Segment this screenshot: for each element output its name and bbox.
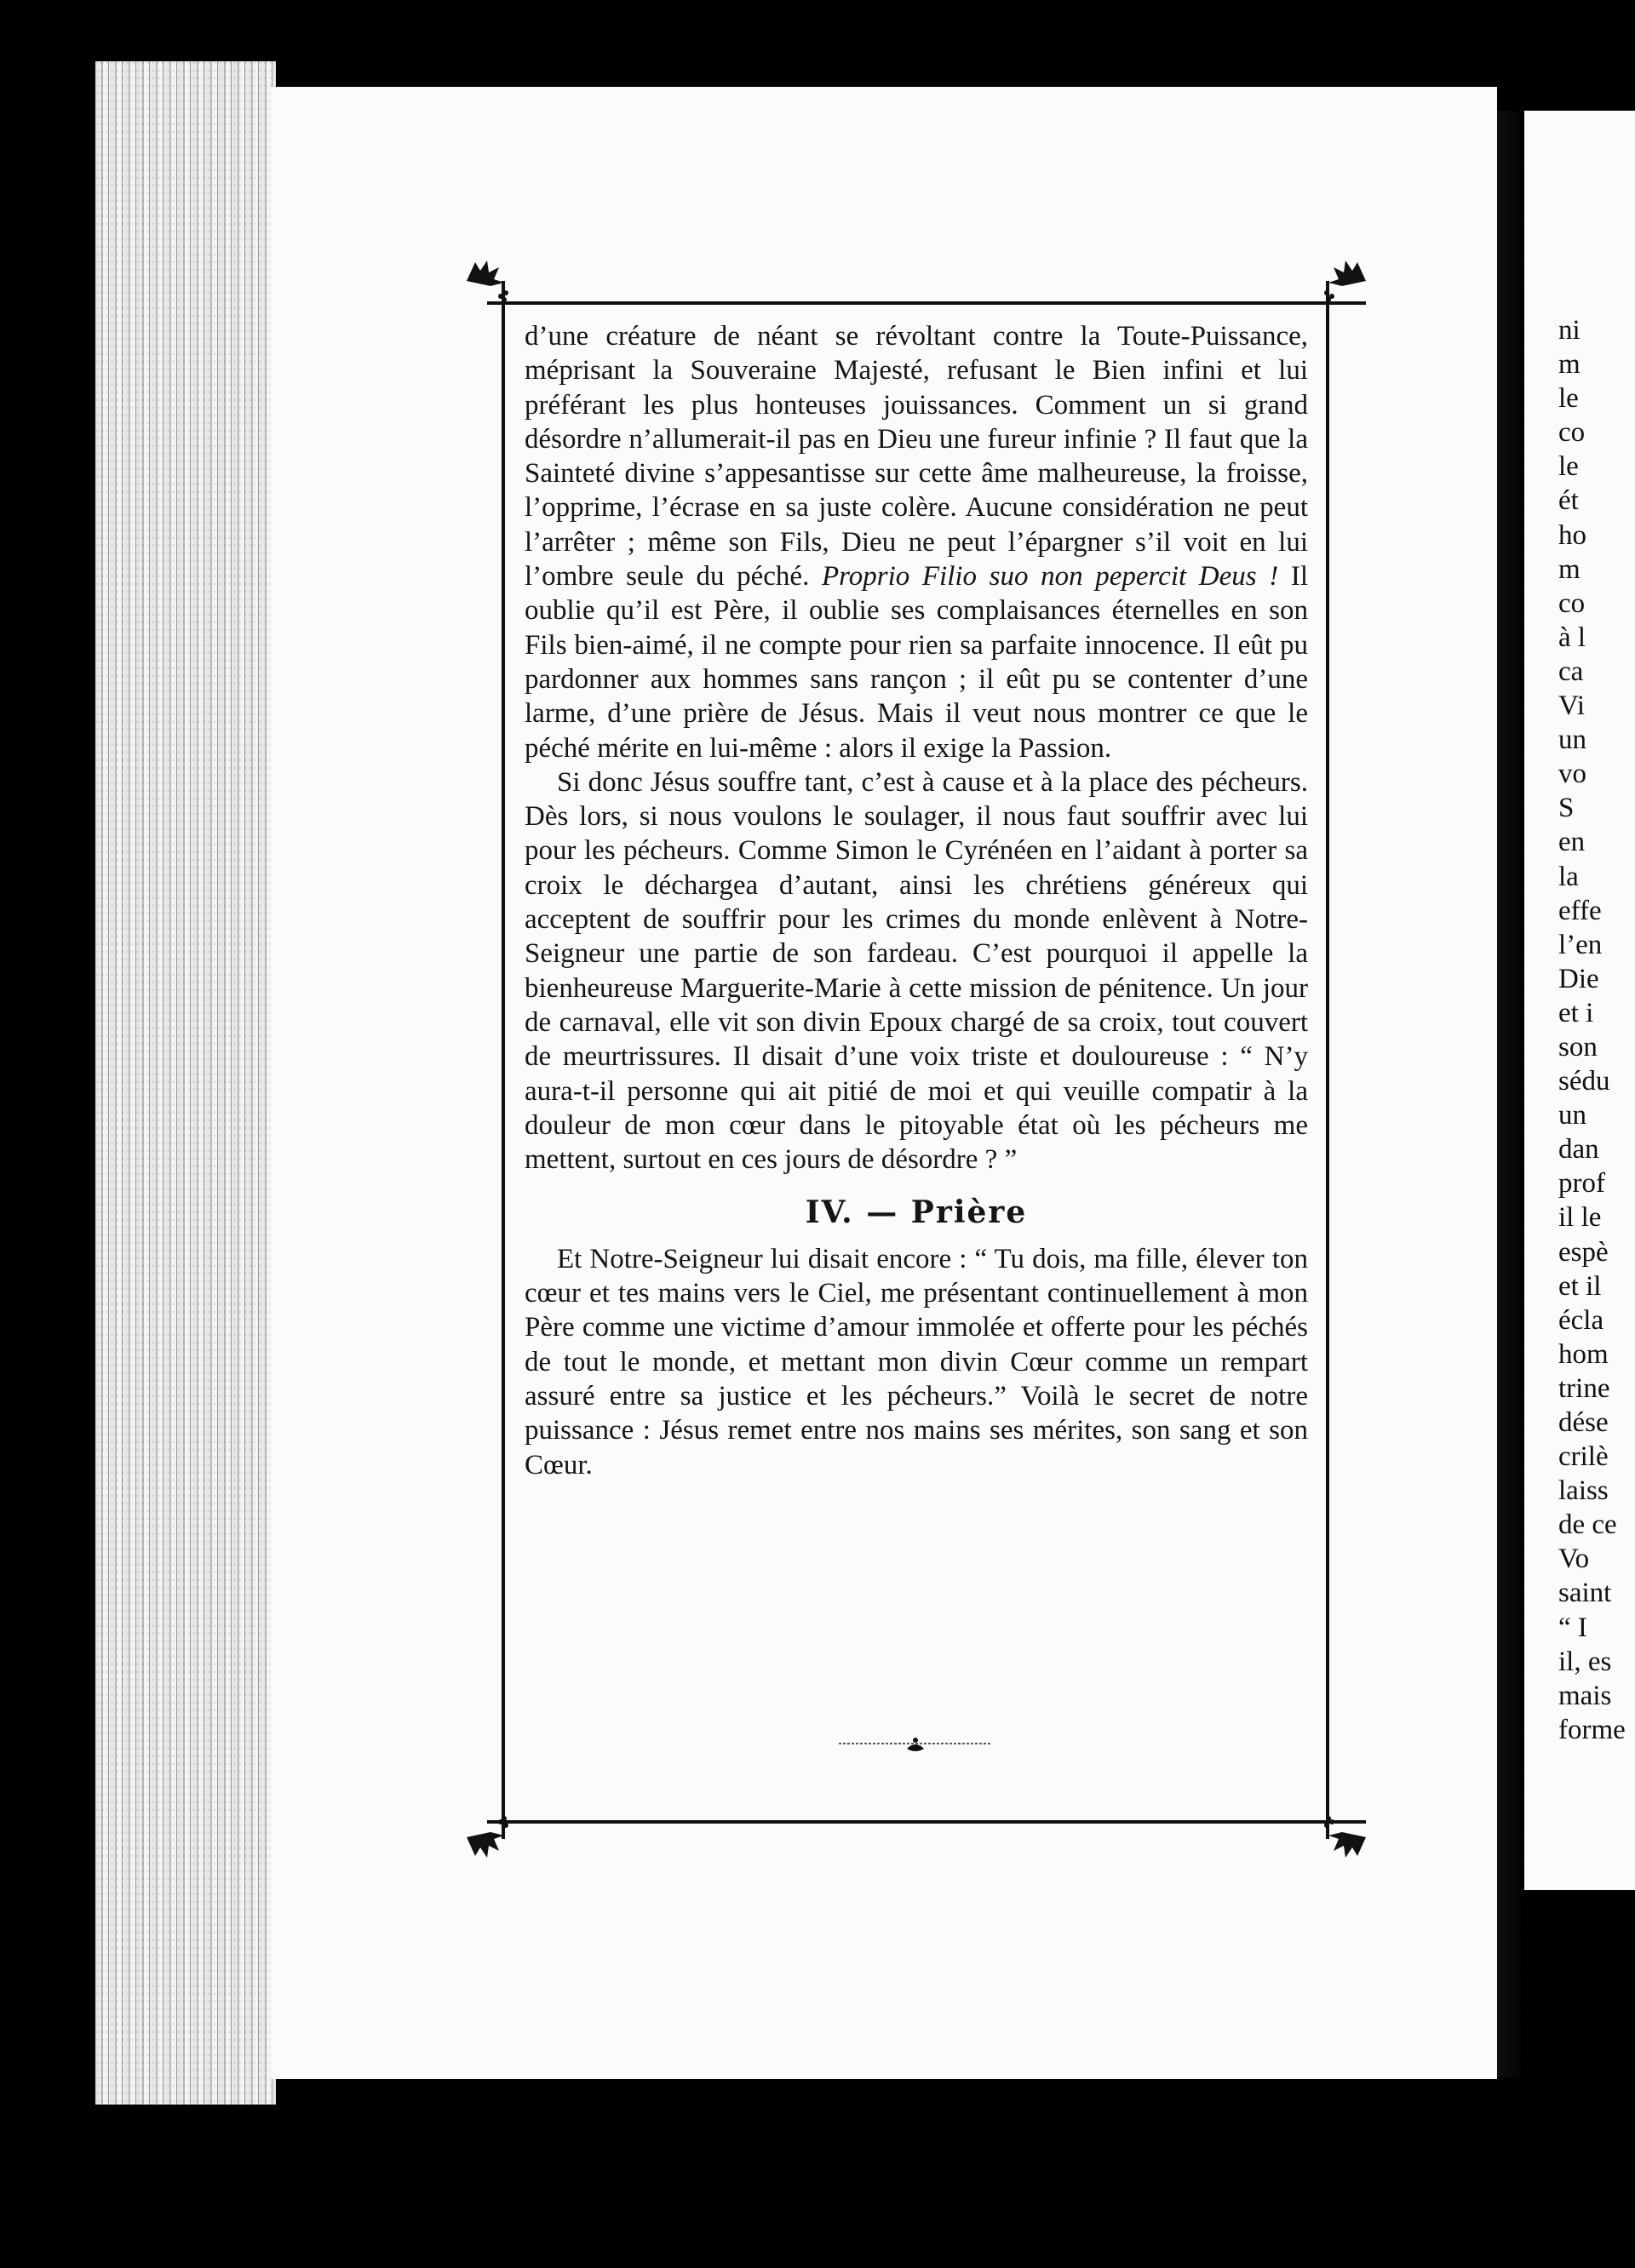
paragraph: Et Notre-Seigneur lui disait encore : “ Tu dois, ma fille, élever ton cœur et tes mains vers le Ciel, me présentant continuellement à mon Père comme une victime d’amour immolée et offerte pour les péchés de tout le monde, et mettant mon divin Cœur comme un rempart assuré entre sa justice et les pécheurs.” Voilà le secret de notre puissance : Jésus remet entre nos mains ses mérites, son sang et son Cœur. — [525, 1243, 1308, 1480]
right-page-line: et i — [1558, 997, 1594, 1028]
right-page-line: écla — [1558, 1304, 1604, 1336]
vine-leaf-corner-icon — [460, 1812, 511, 1863]
right-page-line: saint — [1558, 1578, 1612, 1609]
vine-leaf-corner-icon — [460, 255, 511, 306]
right-page-line: Die — [1558, 963, 1599, 994]
frame-right-border — [1326, 281, 1329, 1839]
vine-leaf-corner-icon — [1322, 1812, 1373, 1863]
right-page-line: crilè — [1558, 1441, 1609, 1473]
right-page-line: de ce — [1558, 1509, 1617, 1541]
right-page-line: il, es — [1558, 1646, 1612, 1677]
right-page-line: un — [1558, 1100, 1586, 1131]
paragraph-text: d’une créature de néant se révoltant contre la Toute-Puissance, méprisant la Souveraine Majesté, refusant le Bien infini et lui préférant les plus honteuses jouissances. Comment un si grand désordre n’allumerait-il pas en Dieu une fureur infinie ? Il faut que la Sainteté divine s’appesantisse sur cette âme malheureuse, la froisse, l’opprime, l’écrase en sa juste colère. Aucune considération ne peut l’arrêter ; même son Fils, Dieu ne peut l’épargner s’il voit en lui l’ombre seule du péché. — [525, 321, 1308, 593]
frame-left-border — [502, 281, 505, 1839]
right-page-line: le — [1558, 383, 1579, 415]
right-page-line: Vo — [1558, 1544, 1590, 1575]
right-page-line: “ I — [1558, 1612, 1587, 1643]
frame-bottom-border — [487, 1820, 1366, 1824]
right-page-line: m — [1558, 553, 1580, 585]
right-page-line: ca — [1558, 656, 1584, 687]
right-page-text-fragments — [1558, 313, 1635, 1747]
right-page-line: ét — [1558, 485, 1579, 517]
vine-leaf-corner-icon — [1322, 255, 1373, 306]
right-page-line: co — [1558, 587, 1586, 619]
right-page-line: dése — [1558, 1407, 1609, 1438]
right-page — [1524, 111, 1635, 1890]
paragraph: Si donc Jésus souffre tant, c’est à cause et à la place des pécheurs. Dès lors, si nous voulons le soulager, il nous faut souffrir avec lui pour les pécheurs. Comme Simon le Cyrénéen en l’aidant à porter sa croix le déchargea d’autant, ainsi les chrétiens généreux qui acceptent de souffrir pour les crimes du monde enlèvent à Notre-Seigneur une partie de son fardeau. C’est pourquoi il appelle la bienheureuse Marguerite-Marie à cette mission de pénitence. Un jour de carnaval, elle vit son divin Epoux chargé de sa croix, tout couvert de meurtrissures. Il disait d’une voix triste et douloureuse : “ N’y aura-t-il personne qui ait pitié de moi et qui veuille compatir à la douleur de mon cœur dans le pitoyable état où les pécheurs me mettent, surtout en ces jours de désordre ? ” — [525, 766, 1308, 1176]
right-page-line: trine — [1558, 1372, 1610, 1404]
right-page-line: espè — [1558, 1236, 1609, 1268]
right-page-line: mais — [1558, 1680, 1612, 1711]
section-heading: IV. — Prière — [805, 1194, 1028, 1231]
right-page-line: vo — [1558, 759, 1586, 790]
right-page-line: effe — [1558, 895, 1602, 926]
right-page-line: sédu — [1558, 1066, 1610, 1097]
right-page-line: ho — [1558, 519, 1586, 551]
right-page-line: laiss — [1558, 1475, 1609, 1507]
right-page-line: un — [1558, 724, 1586, 756]
right-page-line: il le — [1558, 1202, 1602, 1234]
paragraph-text: Il oublie qu’il est Père, il oublie ses complaisances éternelles en son Fils bien-aimé, il ne compte pour rien sa parfaite innocence. Il eût pu pardonner aux hommes sans rançon ; il eût pu se contenter d’une larme, d’une prière de Jésus. Mais il veut nous montrer ce que le péché mérite en lui-même : alors il exige la Passion. — [525, 561, 1309, 764]
right-page-line: en — [1558, 827, 1586, 858]
right-page-line: ni — [1558, 315, 1580, 346]
latin-quotation: Proprio Filio suo non pepercit Deus ! — [821, 561, 1279, 593]
right-page-line: la — [1558, 861, 1579, 892]
right-page-line: le — [1558, 451, 1579, 483]
book-gutter — [1497, 111, 1524, 2077]
right-page-line: co — [1558, 417, 1586, 449]
right-page-line: son — [1558, 1031, 1598, 1062]
right-page-line: à l — [1558, 621, 1586, 653]
divider-ornament-icon — [830, 1733, 1001, 1759]
right-page-line: m — [1558, 349, 1580, 381]
paragraph — [525, 319, 1308, 765]
right-page-line: Vi — [1558, 690, 1586, 722]
book-page-edges — [95, 61, 276, 2105]
right-page-line: l’en — [1558, 929, 1603, 960]
right-page-line: prof — [1558, 1168, 1605, 1200]
right-page-line: dan — [1558, 1134, 1599, 1166]
right-page-line: hom — [1558, 1338, 1609, 1370]
right-page-line: S — [1558, 793, 1575, 824]
page-body-text — [525, 319, 1308, 1482]
right-page-line: forme — [1558, 1714, 1626, 1745]
right-page-line: et il — [1558, 1270, 1602, 1302]
frame-top-border — [487, 301, 1366, 305]
